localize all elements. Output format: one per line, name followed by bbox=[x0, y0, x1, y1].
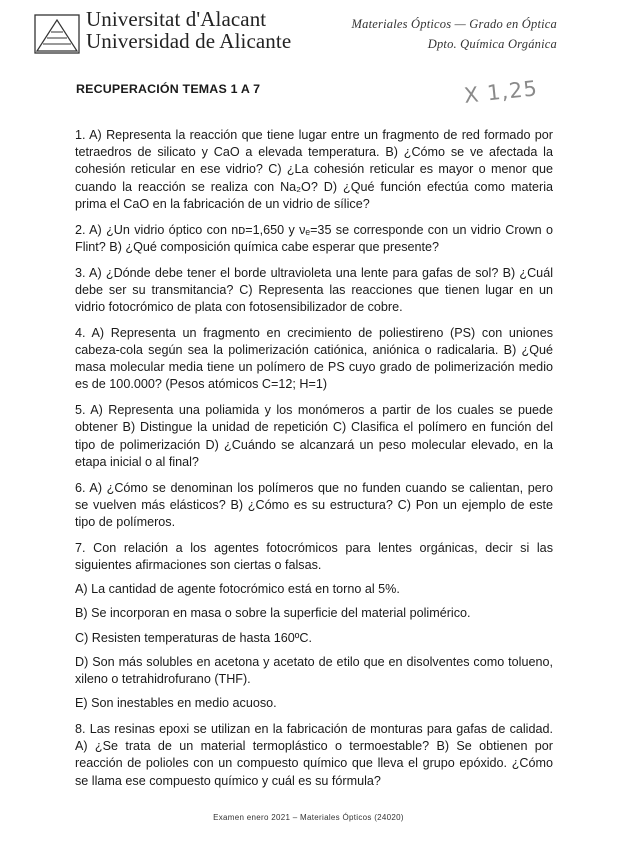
questions-list bbox=[75, 127, 553, 790]
question-7-statement-b: B) Se incorporan en masa o sobre la superficie del material polimérico. bbox=[75, 606, 471, 621]
question-2: 2. A) ¿Un vidrio óptico con nᴅ=1,650 y νₑ=35 se corresponde con un vidrio Crown o Flint? B) ¿Qué composición química cabe esperar que presente? bbox=[75, 222, 553, 254]
university-name-valencian: Universitat d'Alacant bbox=[86, 7, 267, 31]
question-7-statement-a: A) La cantidad de agente fotocrómico está en torno al 5%. bbox=[75, 582, 400, 597]
question-6: 6. A) ¿Cómo se denominan los polímeros que no funden cuando se calientan, pero se vuelven más elásticos? B) ¿Cómo es su estructura? C) Pon un ejemplo de este tipo de polímeros. bbox=[75, 480, 553, 530]
question-8: 8. Las resinas epoxi se utilizan en la fabricación de monturas para gafas de calidad. A) ¿Se trata de un material termoplástico o termoestable? B) Se obtienen por reacción de polioles con un compuesto químico que lleva el grupo epóxido. ¿Cómo se llama ese compuesto químico y cuál es su fórmula? bbox=[75, 722, 553, 788]
question-3: 3. A) ¿Dónde debe tener el borde ultravioleta una lente para gafas de sol? B) ¿Cuál debe ser su transmitancia? C) Representa las reacciones que tienen lugar en un vidrio fotocrómico de plata con fotosensibilizador de cobre. bbox=[75, 265, 553, 315]
page-footer: Examen enero 2021 – Materiales Ópticos (24020) bbox=[213, 813, 404, 822]
exam-title: RECUPERACIÓN TEMAS 1 A 7 bbox=[76, 82, 261, 96]
question-7-statement-c: C) Resisten temperaturas de hasta 160ºC. bbox=[75, 630, 312, 645]
question-7-statement-d: D) Son más solubles en acetona y acetato de etilo que en disolventes como tolueno, xileno o tetrahidrofurano (THF). bbox=[75, 654, 553, 687]
question-7-statement-e: E) Son inestables en medio acuoso. bbox=[75, 696, 277, 711]
question-4: 4. A) Representa un fragmento en crecimiento de poliestireno (PS) con uniones cabeza-cola según sea la polimerización catiónica, aniónica o radicalaria. B) ¿Qué masa molecular media tiene un polímero de PS cuyo grado de polimerización medio es de 100.000? (Pesos atómicos C=12; H=1) bbox=[75, 325, 553, 392]
question-1: 1. A) Representa la reacción que tiene lugar entre un fragmento de red formado por tetraedros de silicato y CaO a elevada temperatura. B) ¿Cómo se ve afectada la cohesión reticular en ese vidrio? C) ¿La cohesión reticular es mayor o menor que cuando la reacción se realiza con Na₂O? D) ¿Qué función efectúa como materia prima el CaO en la fabricación de un vidrio de sílice? bbox=[75, 128, 553, 211]
page-header bbox=[0, 0, 617, 64]
university-name-spanish: Universidad de Alicante bbox=[86, 29, 292, 53]
course-department bbox=[352, 14, 557, 54]
handwritten-grade-note: X 1,25 bbox=[462, 76, 539, 108]
question-5: 5. A) Representa una poliamida y los monómeros a partir de los cuales se puede obtener B) Distingue la unidad de repetición C) Clasifica el polímero en función del tipo de polimerización D) ¿Cuándo se alcanzará un peso molecular elevado, en la etapa inicial o al final? bbox=[75, 403, 553, 469]
university-name bbox=[86, 8, 291, 52]
subject-name: Materiales Ópticos — Grado en Óptica bbox=[351, 17, 557, 31]
department-name: Dpto. Química Orgánica bbox=[427, 37, 557, 51]
question-7: 7. Con relación a los agentes fotocrómicos para lentes orgánicas, decir si las siguientes afirmaciones son ciertas o falsas. bbox=[75, 540, 553, 573]
university-logo-icon bbox=[34, 14, 80, 54]
